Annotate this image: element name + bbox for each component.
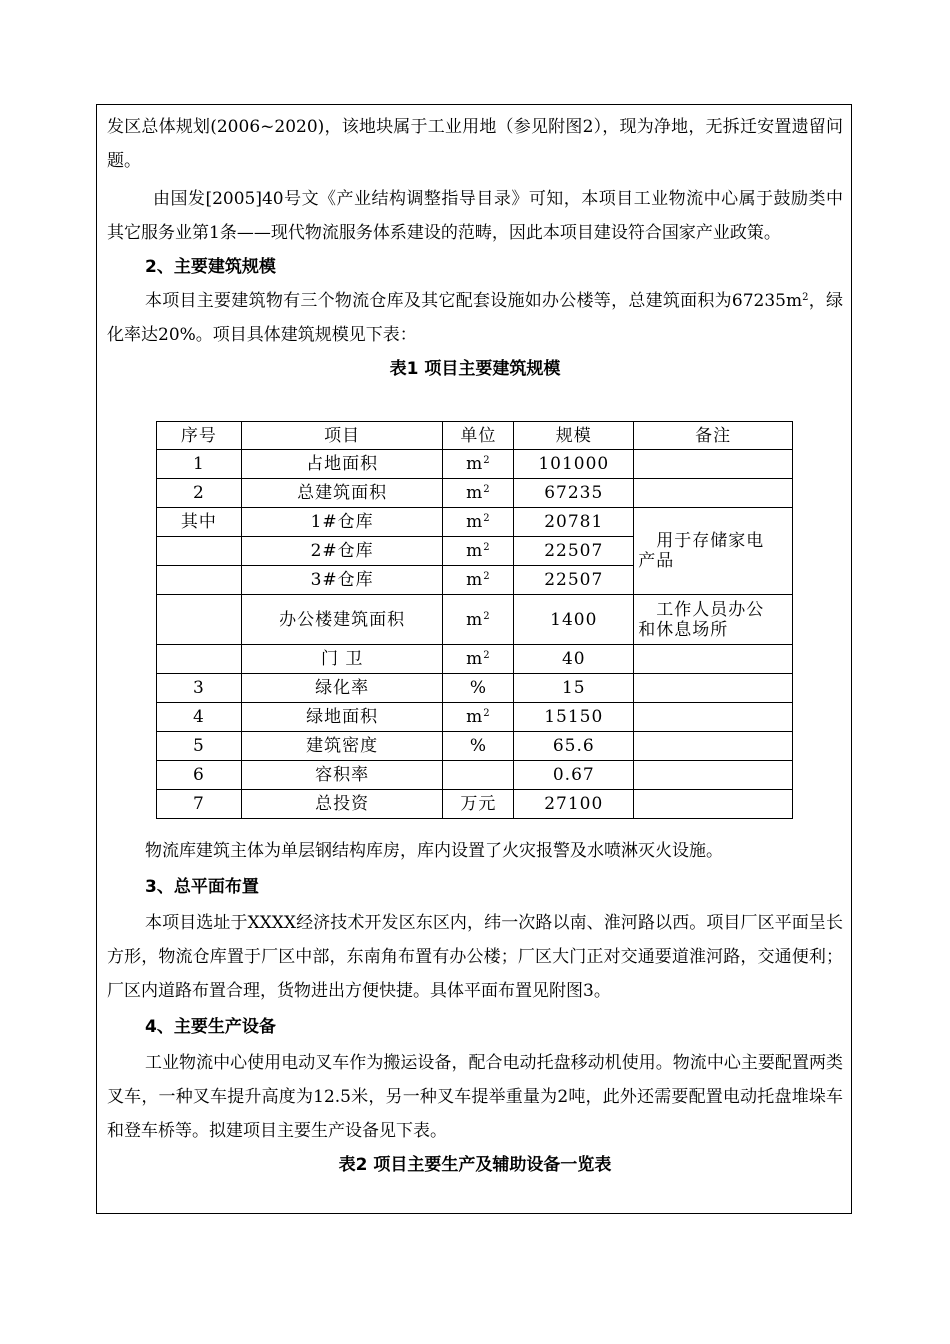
table1-caption: 表1 项目主要建筑规模 <box>389 359 561 379</box>
table-row: 办公楼建筑面积 $m^2$ 1400 工作人员办公 和休息场所 <box>157 595 793 645</box>
header-note: 备注 <box>634 422 793 450</box>
table-row: 3#仓库 $m^2$ 22507 <box>157 566 793 595</box>
paragraph-warehouse-structure: 物流库建筑主体为单层钢结构库房，库内设置了火灾报警及水喷淋灭火设施。 <box>145 841 723 861</box>
table-row: 1 占地面积 $m^2$ 101000 <box>157 450 793 479</box>
header-item: 项目 <box>241 422 443 450</box>
document-body-lower <box>107 834 843 1182</box>
table-row: 门 卫 $m^2$ 40 <box>157 645 793 674</box>
paragraph-building-scale: 本项目主要建筑物有三个物流仓库及其它配套设施如办公楼等，总建筑面积为$67235m^2$，绿化率达20%。项目具体建筑规模见下表： <box>107 291 844 345</box>
table-row: 5 建筑密度 % 65.6 <box>157 732 793 761</box>
table-header-row <box>157 422 793 450</box>
document-body <box>107 110 843 386</box>
section-heading-building-scale: 2、主要建筑规模 <box>145 257 276 277</box>
table2-caption: 表2 项目主要生产及辅助设备一览表 <box>338 1155 612 1175</box>
note-office: 工作人员办公 和休息场所 <box>634 595 793 645</box>
note-warehouse: 用于存储家电 产品 <box>634 508 793 595</box>
paragraph-equipment: 工业物流中心使用电动叉车作为搬运设备，配合电动托盘移动机使用。物流中心主要配置两类叉车，一种叉车提升高度为12.5米，另一种叉车提举重量为2吨，此外还需要配置电动托盘堆垛车和登车桥等。拟建项目主要生产设备见下表。 <box>107 1053 843 1141</box>
section-heading-layout: 3、总平面布置 <box>145 877 259 897</box>
table-row: 2 总建筑面积 $m^2$ 67235 <box>157 479 793 508</box>
section-heading-equipment: 4、主要生产设备 <box>145 1017 276 1037</box>
table-row: 4 绿地面积 $m^2$ 15150 <box>157 703 793 732</box>
table-row: 6 容积率 0.67 <box>157 761 793 790</box>
table-row: 3 绿化率 % 15 <box>157 674 793 703</box>
header-scale: 规模 <box>514 422 634 450</box>
paragraph-land-use: 发区总体规划(2006~2020)，该地块属于工业用地（参见附图2），现为净地，无拆迁安置遗留问题。 <box>107 117 843 171</box>
building-scale-table <box>156 421 793 819</box>
table-row: 其中 1#仓库 $m^2$ 20781 用于存储家电 产品 <box>157 508 793 537</box>
paragraph-industry-policy: 由国发[2005]40号文《产业结构调整指导目录》可知，本项目工业物流中心属于鼓励类中其它服务业第1条——现代物流服务体系建设的范畴，因此本项目建设符合国家产业政策。 <box>107 189 843 243</box>
table-row: 7 总投资 万元 27100 <box>157 790 793 819</box>
header-unit: 单位 <box>443 422 514 450</box>
header-no: 序号 <box>157 422 242 450</box>
paragraph-layout: 本项目选址于XXXX经济技术开发区东区内，纬一次路以南、淮河路以西。项目厂区平面呈长方形，物流仓库置于厂区中部，东南角布置有办公楼；厂区大门正对交通要道淮河路，交通便利；厂区内道路布置合理，货物进出方便快捷。具体平面布置见附图3。 <box>107 913 843 1001</box>
table-row: 2#仓库 $m^2$ 22507 <box>157 537 793 566</box>
